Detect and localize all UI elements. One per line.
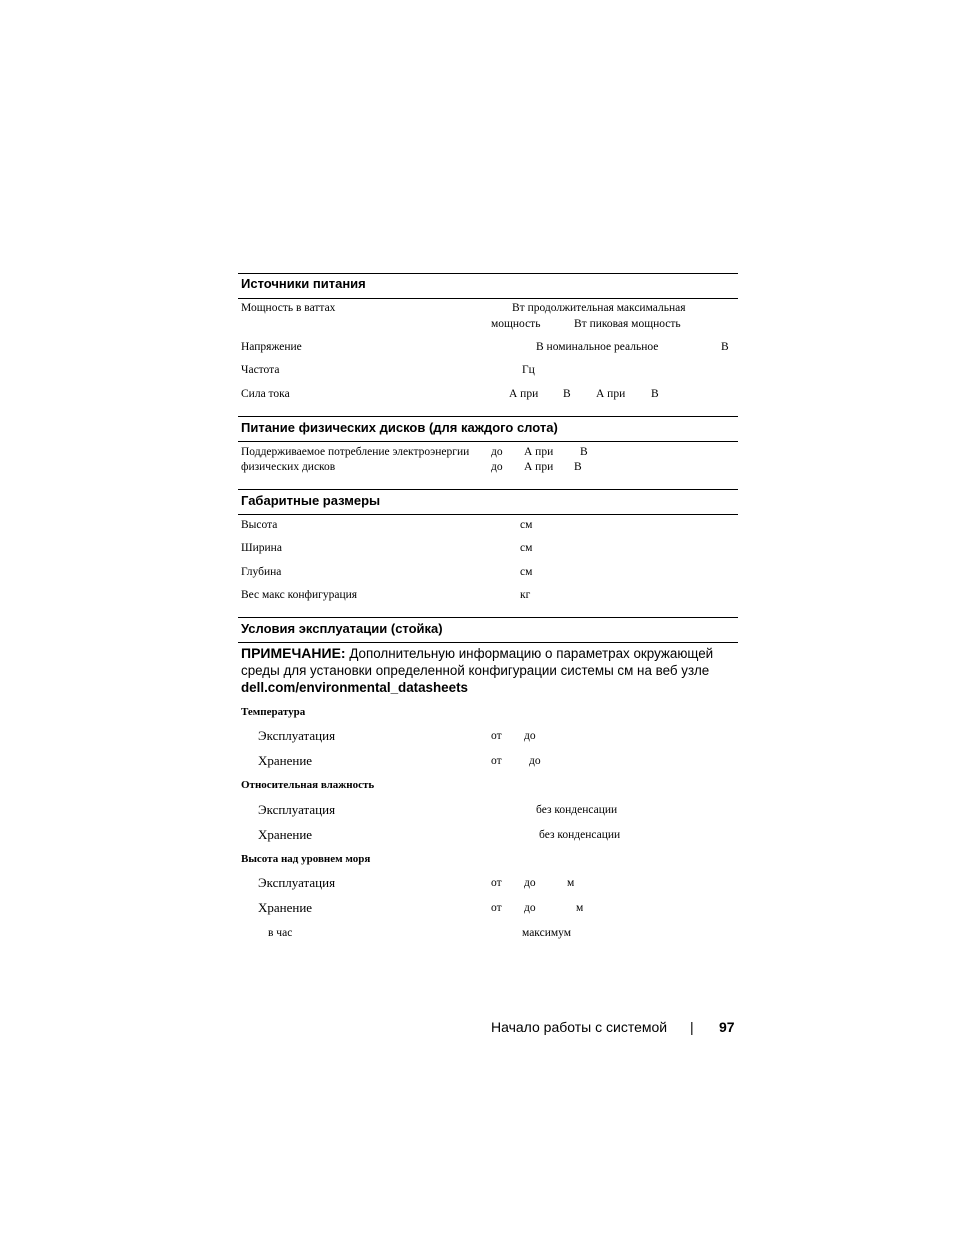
footer-separator: |: [690, 1019, 694, 1035]
height-label: Высота: [241, 519, 278, 531]
divider: [238, 642, 738, 643]
divider: [238, 273, 738, 274]
divider: [238, 514, 738, 515]
divider: [238, 489, 738, 490]
section-title-environment: Условия эксплуатации (стойка): [241, 621, 443, 636]
frequency-value: Гц: [522, 364, 535, 376]
altitude-heading: Высота над уровнем моря: [241, 853, 371, 865]
section-title-disk-power: Питание физических дисков (для каждого слота): [241, 420, 558, 435]
voltage-value: В номинальное реальное: [536, 341, 659, 353]
divider: [238, 617, 738, 618]
current-label: Сила тока: [241, 388, 290, 400]
weight-label: Вес макс конфигурация: [241, 589, 358, 601]
altitude-rate-label: в час: [268, 927, 293, 939]
depth-unit: см: [520, 566, 533, 578]
depth-label: Глубина: [241, 566, 282, 578]
altitude-storage-label: Хранение: [258, 900, 313, 915]
altitude-operating-unit: м: [567, 877, 575, 889]
altitude-operating-to: до: [524, 877, 536, 889]
note-text: Дополнительную информацию о параметрах окружающей среды для установки определенной конфигурации системы см на веб узле: [241, 646, 714, 678]
frequency-label: Частота: [241, 364, 280, 376]
disk-row2-do: до: [491, 461, 503, 473]
disk-row1-a: А при: [524, 446, 554, 458]
voltage-unit: В: [721, 341, 729, 353]
section-title-power: Источники питания: [241, 276, 366, 291]
width-unit: см: [520, 542, 533, 554]
temp-operating-label: Эксплуатация: [258, 728, 336, 743]
temp-operating-from: от: [491, 730, 502, 742]
current-v2: В: [651, 388, 659, 400]
wattage-value-line2a: мощность: [491, 318, 541, 330]
disk-row1-do: до: [491, 446, 503, 458]
disk-row2-v: В: [574, 461, 582, 473]
temperature-heading: Температура: [241, 706, 306, 718]
width-label: Ширина: [241, 542, 282, 554]
note-block: [241, 645, 741, 696]
voltage-label: Напряжение: [241, 341, 302, 353]
altitude-storage-unit: м: [576, 902, 584, 914]
wattage-value-line2b: Вт пиковая мощность: [574, 318, 681, 330]
weight-unit: кг: [520, 589, 531, 601]
divider: [238, 441, 738, 442]
height-unit: см: [520, 519, 533, 531]
wattage-value-line1: Вт продолжительная максимальная: [512, 302, 686, 314]
footer-section-name: Начало работы с системой: [491, 1019, 668, 1035]
temp-operating-to: до: [524, 730, 536, 742]
divider: [238, 298, 738, 299]
wattage-label: Мощность в ваттах: [241, 302, 336, 314]
datasheets-link[interactable]: dell.com/environmental_datasheets: [241, 680, 468, 695]
humidity-operating-label: Эксплуатация: [258, 802, 336, 817]
humidity-operating-value: без конденсации: [536, 804, 618, 816]
current-v1: В: [563, 388, 571, 400]
altitude-operating-from: от: [491, 877, 502, 889]
disk-row2-a: А при: [524, 461, 554, 473]
temp-storage-from: от: [491, 755, 502, 767]
humidity-storage-value: без конденсации: [539, 829, 621, 841]
page-number: 97: [719, 1019, 735, 1035]
note-heading: ПРИМЕЧАНИЕ:: [241, 645, 346, 661]
altitude-operating-label: Эксплуатация: [258, 875, 336, 890]
disk-power-label-line1: Поддерживаемое потребление электроэнергии: [241, 446, 470, 458]
divider: [238, 416, 738, 417]
altitude-storage-from: от: [491, 902, 502, 914]
humidity-storage-label: Хранение: [258, 827, 313, 842]
altitude-storage-to: до: [524, 902, 536, 914]
humidity-heading: Относительная влажность: [241, 779, 375, 791]
temp-storage-to: до: [529, 755, 541, 767]
temp-storage-label: Хранение: [258, 753, 313, 768]
disk-power-label-line2: физических дисков: [241, 461, 336, 473]
current-a1: А при: [509, 388, 539, 400]
current-a2: А при: [596, 388, 626, 400]
altitude-rate-value: максимум: [522, 927, 572, 939]
disk-row1-v: В: [580, 446, 588, 458]
section-title-dimensions: Габаритные размеры: [241, 493, 381, 508]
